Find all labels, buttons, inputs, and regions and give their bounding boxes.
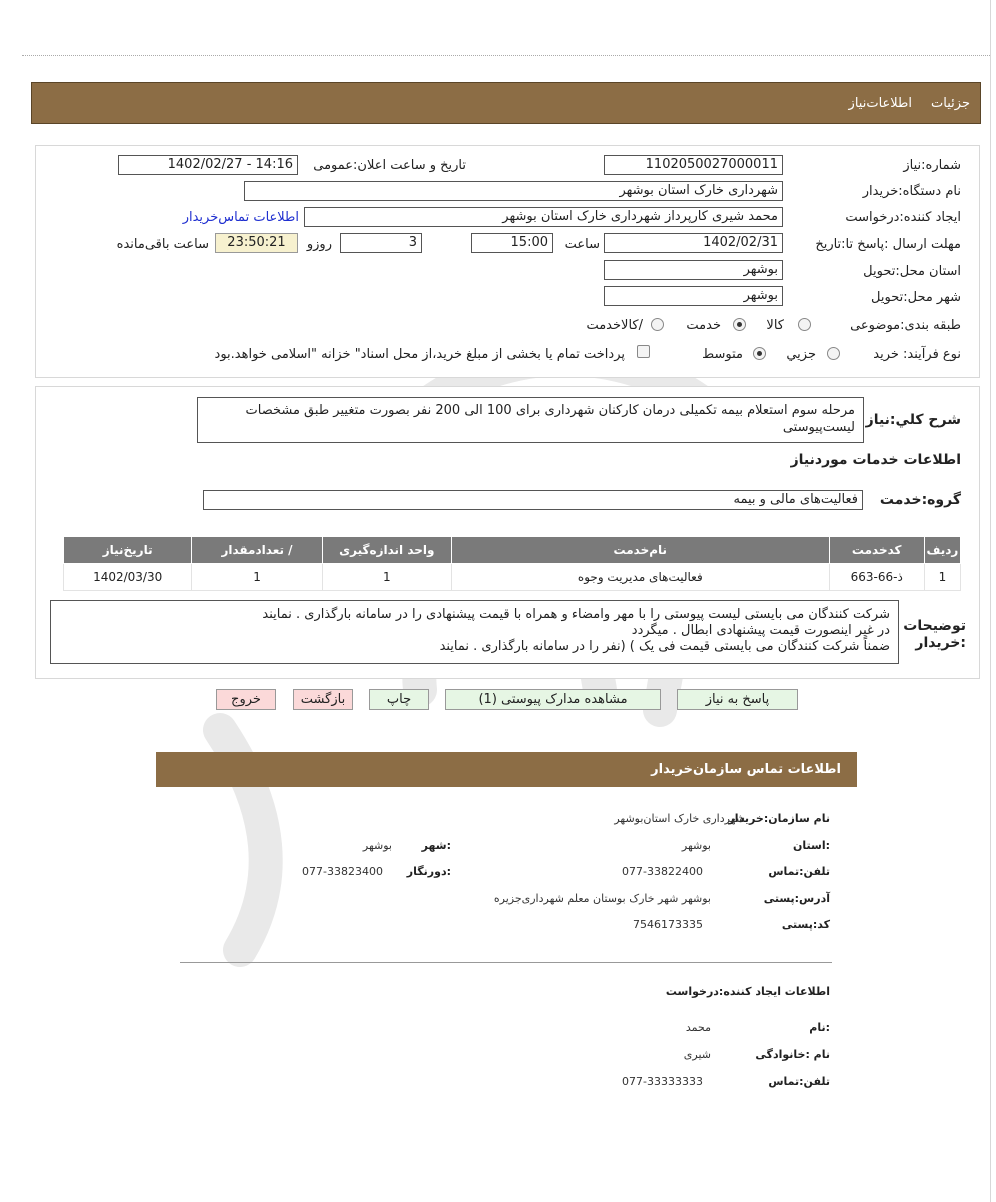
service-group-field: فعالیت‌های مالی و بیمه — [203, 490, 863, 510]
province-field: بوشهر — [604, 260, 783, 280]
col-need-date: تاریخ‌نیاز — [64, 537, 192, 564]
days-label: روزو — [306, 237, 332, 252]
contact-phone-value: 077-33822400 — [622, 865, 703, 878]
radio-goods-label: کالا — [766, 318, 784, 333]
buyer-notes-line-2: در غیر اینصورت قیمت پیشنهادی ابطال . میگردد — [631, 623, 890, 638]
process-label: نوع فرآیند: خرید — [873, 347, 961, 362]
requester-title: اطلاعات ایجاد کننده:درخواست — [665, 985, 830, 998]
radio-medium[interactable] — [753, 347, 766, 360]
exit-button[interactable]: خروج — [216, 689, 276, 710]
buyer-contact-link[interactable]: اطلاعات تماس‌خریدار — [182, 210, 299, 225]
radio-partial[interactable] — [827, 347, 840, 360]
need-info-panel — [35, 145, 980, 378]
contact-city-value: بوشهر — [362, 839, 392, 852]
contact-title: اطلاعات تماس سازمان‌خریدار — [651, 762, 841, 777]
summary-label: شرح کلي:نیاز — [865, 412, 961, 428]
cell-row-number: 1 — [924, 564, 960, 591]
announce-label: تاریخ و ساعت اعلان:عمومی — [313, 158, 466, 173]
tab-details[interactable]: جزئیات — [931, 96, 970, 111]
contact-header — [156, 752, 857, 787]
treasury-payment-checkbox[interactable] — [637, 345, 650, 358]
attachments-button[interactable]: مشاهده مدارک پیوستی (1) — [445, 689, 661, 710]
contact-phone-label: تلفن:تماس — [768, 865, 830, 878]
requester-family-label: نام :خانوادگی — [755, 1048, 830, 1061]
tab-need-info[interactable]: اطلاعات‌نیاز — [848, 96, 912, 111]
radio-service-label: خدمت — [686, 318, 721, 333]
address-label: آدرس:پستی — [763, 892, 830, 905]
col-service-name: نام‌خدمت — [452, 537, 830, 564]
radio-goods-service-label: /کالاخدمت — [586, 318, 643, 333]
radio-partial-label: جزیي — [786, 347, 816, 362]
radio-medium-label: متوسط — [702, 347, 743, 362]
city-label: شهر محل:تحویل — [871, 290, 961, 305]
creator-label: ایجاد کننده:درخواست — [845, 210, 961, 225]
services-table — [63, 536, 961, 591]
summary-text: مرحله سوم استعلام بیمه تکمیلی درمان کارکنان شهرداری برای 100 الی 200 نفر بصورت متغییر طبق مشخصات لیست‌پیوستی — [197, 397, 864, 443]
creator-field: محمد شیری کارپرداز شهرداری خارک استان بوشهر — [304, 207, 783, 227]
radio-goods[interactable] — [798, 318, 811, 331]
requester-phone-label: تلفن:تماس — [768, 1075, 830, 1088]
radio-service[interactable] — [733, 318, 746, 331]
col-row-number: ردیف — [924, 537, 960, 564]
col-quantity: / تعدادمقدار — [192, 537, 322, 564]
requester-name-value: محمد — [685, 1021, 711, 1034]
cell-need-date: 1402/03/30 — [64, 564, 192, 591]
print-button[interactable]: چاپ — [369, 689, 429, 710]
top-divider — [22, 55, 990, 56]
remaining-label: ساعت باقی‌مانده — [116, 237, 209, 252]
announce-field: 1402/02/27 - 14:16 — [118, 155, 298, 175]
need-number-label: شماره:نیاز — [903, 158, 961, 173]
radio-goods-service[interactable] — [651, 318, 664, 331]
requester-name-label: :نام — [809, 1021, 830, 1034]
table-row — [64, 564, 961, 591]
requester-phone-value: 077-33333333 — [622, 1075, 703, 1088]
buyer-org-field: شهرداری خارک استان بوشهر — [244, 181, 783, 201]
buyer-notes-label: توضیحات :خریدار — [903, 618, 966, 651]
buyer-notes-line-1: شرکت کنندگان می بایستی لیست پیوستی را با مهر وامضاء و همراه با قیمت پیشنهادی را در سامانه بارگذاری . نمایند — [262, 607, 890, 622]
buyer-notes-box — [50, 600, 899, 664]
deadline-date-field: 1402/02/31 — [604, 233, 783, 253]
deadline-time-label: ساعت — [564, 237, 600, 252]
cell-service-name: فعالیت‌های مدیریت وجوه — [452, 564, 830, 591]
buyer-notes-line-3: ضمناً شرکت کنندگان می بایستی قیمت فی یک ) (نفر را در سامانه بارگذاری . نمایند — [439, 639, 890, 654]
contact-city-label: :شهر — [421, 839, 451, 852]
col-unit: واحد اندازه‌گیری — [322, 537, 451, 564]
org-label: نام سازمان:خریدار — [728, 812, 830, 825]
cell-unit: 1 — [322, 564, 451, 591]
need-number-field: 1102050027000011 — [604, 155, 783, 175]
address-value: بوشهر شهر خارک بوستان معلم شهرداری‌جزیره — [493, 892, 711, 905]
cell-quantity: 1 — [192, 564, 322, 591]
fax-label: :دورنگار — [406, 865, 451, 878]
fax-value: 077-33823400 — [302, 865, 383, 878]
days-field: 3 — [340, 233, 422, 253]
cell-service-code: ذ-66-663 — [829, 564, 924, 591]
deadline-time-field: 15:00 — [471, 233, 553, 253]
col-service-code: کدخدمت — [829, 537, 924, 564]
services-title: اطلاعات خدمات موردنیاز — [790, 452, 961, 468]
table-header-row — [64, 537, 961, 564]
remaining-timer: 23:50:21 — [215, 233, 298, 253]
category-label: طبقه بندی:موضوعی — [850, 318, 961, 333]
province-label: استان محل:تحویل — [863, 264, 961, 279]
service-group-label: گروه:خدمت — [879, 492, 961, 508]
contact-province-value: بوشهر — [681, 839, 711, 852]
city-field: بوشهر — [604, 286, 783, 306]
contact-province-label: :استان — [793, 839, 830, 852]
page-right-border — [990, 0, 991, 1202]
org-value: شهرداری خارک استان‌بوشهر — [614, 812, 745, 825]
treasury-payment-label: پرداخت تمام یا بخشی از مبلغ خرید،از محل اسناد" خزانه "اسلامی خواهد.بود — [214, 347, 625, 362]
respond-button[interactable]: پاسخ به نیاز — [677, 689, 798, 710]
postal-code-label: کد:پستی — [781, 918, 830, 931]
postal-code-value: 7546173335 — [633, 918, 703, 931]
details-header — [31, 82, 981, 124]
deadline-label: مهلت ارسال :پاسخ تا:تاریخ — [815, 237, 961, 252]
contact-divider — [180, 962, 832, 963]
requester-family-value: شیری — [683, 1048, 711, 1061]
buyer-org-label: نام دستگاه:خریدار — [862, 184, 961, 199]
back-button[interactable]: بازگشت — [293, 689, 353, 710]
